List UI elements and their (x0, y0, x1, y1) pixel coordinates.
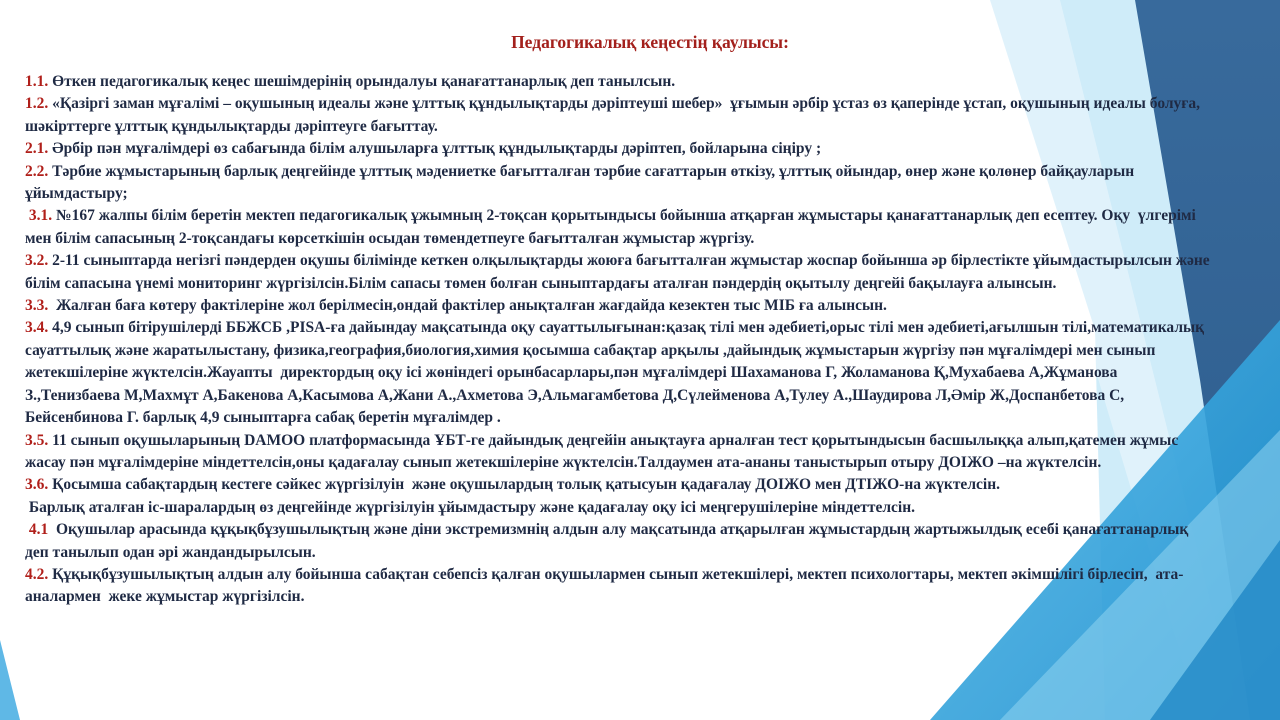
slide-content (25, 30, 1215, 609)
resolution-item (25, 564, 1215, 609)
item-text: 2-11 сыныптарда негізгі пәндерден оқушы білімінде кеткен олқылықтарды жоюға бағытталған жұмыстар жоспар бойынша әр бірлестікте ұйымдастырылсын және білім сапасына үнемі мониторинг жүргізілсін.Білім сапасы төмен болған сыныптардағы аталған пәндердің оқытылу деңгейі бақылауға алынсын. (25, 252, 1214, 292)
resolution-list (25, 71, 1215, 609)
item-number: 3.4. (25, 319, 49, 337)
resolution-item (25, 205, 1215, 250)
item-text: Әрбір пән мұғалімдері өз сабағында білім алушыларға ұлттық құндылықтарды дәріптеп, бойларына сіңіру ; (48, 140, 822, 158)
resolution-item (25, 295, 1215, 317)
resolution-item (25, 138, 1215, 160)
item-text: Оқушылар арасында құқықбұзушылықтың және діни экстремизмнің алдын алу мақсатында атқарылған жұмыстардың жартыжылдық есебі қанағаттанарлық деп танылып одан әрі жандандырылсын. (25, 521, 1193, 561)
item-text: 11 сынып оқушыларының DAMOO платформасында ҰБТ-ге дайындық деңгейін анықтауға арналған тест қорытындысын басшылыққа алып,қатемен жұмыс жасау пән мұғалімдеріне міндеттелсін,оны қадағалау сынып жетекшілеріне жүктелсін.Талдаумен ата-ананы таныстырып отыру ДОІЖО –на жүктелсін. (25, 431, 1183, 471)
item-number: 3.1. (28, 207, 53, 225)
item-number: 3.5. (25, 431, 49, 449)
item-text: Өткен педагогикалық кеңес шешімдерінің орындалуы қанағаттанарлық деп танылсын. (48, 73, 676, 90)
resolution-item (25, 519, 1215, 564)
item-number: 2.1. (25, 140, 49, 158)
resolution-item (25, 250, 1215, 295)
item-text: Тәрбие жұмыстарының барлық деңгейінде ұлттық мәдениетке бағытталған тәрбие сағаттарын өткізу, ұлттық ойындар, өнер және қолөнер байқауларын ұйымдастыру; (25, 162, 1139, 203)
item-text: Құқықбұзушылықтың алдын алу бойынша сабақтан себепсіз қалған оқушылармен сынып жетекшілері, мектеп психологтары, мектеп әкімшілігі бірлесіп, ата-аналармен жеке жұмыстар жүргізілсін. (25, 565, 1184, 606)
item-number: 4.1 (28, 521, 49, 539)
item-number: 2.2. (25, 162, 49, 180)
item-number: 3.3. (25, 297, 49, 315)
resolution-item (25, 430, 1215, 475)
item-text: 4,9 сынып бітірушілерді ББЖСБ ,PISA-ға дайындау мақсатында оқу сауаттылығынан:қазақ тілі мен әдебиеті,орыс тілі мен әдебиеті,ағылшын тілі,математикалық сауаттылық және жаратылыстану, физика,география,биология,химия қосымша сабақтар арқылы ,дайындық жұмыстарын жүргізу пән мұғалімдері мен сынып жетекшілеріне жүктелсін.Жауапты директордың оқу ісі жөніндегі орынбасарлары,пән мұғалімдері Шахаманова Г, Жоламанова Қ,Мухабаева А,Жұманова З.,Тенизбаева М,Махмұт А,Бакенова А,Касымова А,Жани А.,Ахметова Э,Альмагамбетова Д,Сүлейменова А,Тулеу А.,Шаудирова Л,Әмір Ж,Доспанбетова С, Бейсенбинова Г. барлық 4,9 сыныптарға сабақ беретін мұғалімдер . (25, 319, 1208, 427)
item-number: 3.6. (25, 476, 49, 494)
item-text: Жалған баға көтеру фактілеріне жол берілмесін,ондай фактілер анықталған жағдайда кезектен тыс МІБ ға алынсын. (48, 297, 887, 315)
resolution-item (25, 161, 1215, 206)
item-text: Қосымша сабақтардың кестеге сәйкес жүргізілуін және оқушылардың толық қатысуын қадағалау ДОІЖО мен ДТІЖО-на жүктелсін. Барлық аталған іс-шаралардың өз деңгейінде жүргізілуін ұйымдастыру және қадағалау оқу ісі меңгерушілеріне міндеттелсін. (28, 476, 1001, 516)
item-number: 1.2. (25, 95, 49, 113)
item-number: 3.2. (25, 252, 49, 270)
item-number: 1.1. (25, 73, 49, 90)
resolution-item (25, 93, 1215, 138)
item-number: 4.2. (25, 565, 49, 583)
resolution-item (25, 474, 1215, 519)
bg-left-sliver (0, 640, 20, 720)
item-text: №167 жалпы білім беретін мектеп педагогикалық ұжымның 2-тоқсан қорытындысы бойынша атқарған жұмыстары қанағаттанарлық деп есептеу. Оқу үлгерімі мен білім сапасының 2-тоқсандағы көрсеткішін осыдан төмендетпеуге бағытталған жұмыстар жүргізу. (25, 207, 1200, 247)
item-text: «Қазіргі заман мұғалімі – оқушының идеалы және ұлттық құндылықтарды дәріптеуші шебер» ұғымын әрбір ұстаз өз қаперінде ұстап, оқушының идеалы болуға, шәкірттерге ұлттық құндылықтарды дәріптеуге бағыттау. (25, 95, 1204, 135)
resolution-item (25, 71, 1215, 93)
slide-title: Педагогикалық кеңестің қаулысы: (511, 32, 789, 52)
resolution-item (25, 317, 1215, 429)
